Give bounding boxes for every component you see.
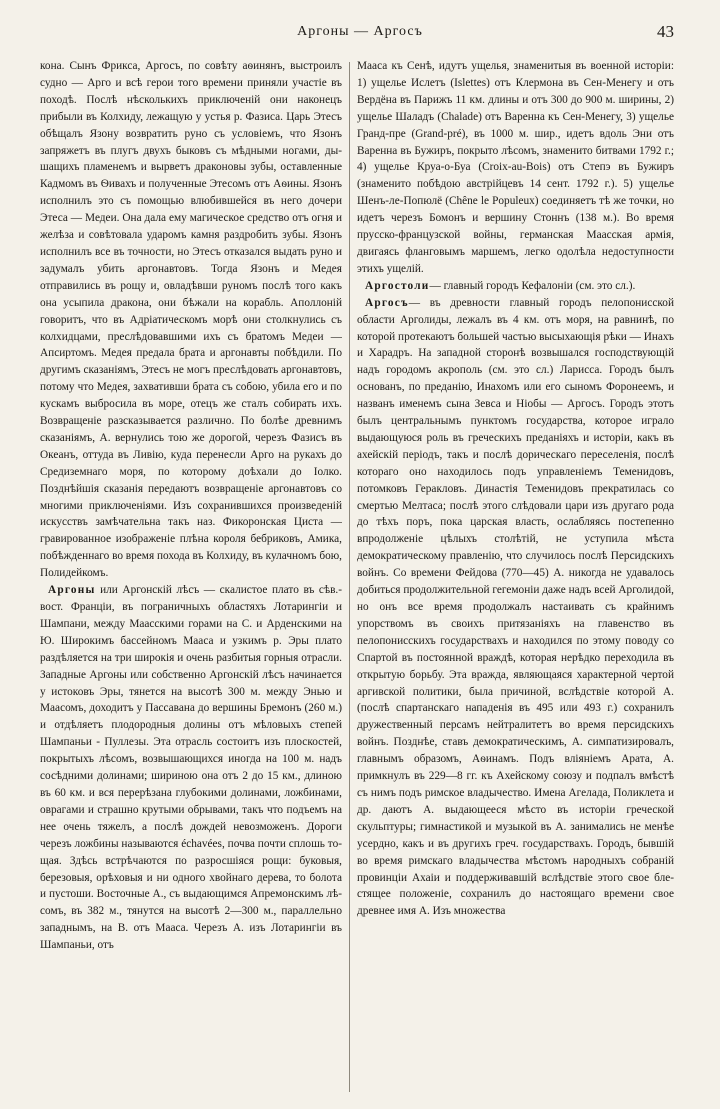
entry-argony-text: или Аргонскій лѣсъ — скалистое плато въ сѣв.-вост. Франціи, въ пограничныхъ областяхъ Лотарингіи и Шампани, между Маасскими горами на С. и Арденскими на Ю. Широкимъ бассейномъ Мааса и узкимъ р. Эры плато раздѣляется на три широкія и очень разбитыя горныя отрасли. Западные Аргоны или собственно Аргонскій лѣсъ начинается у истоковъ Эры, тянется на высотѣ 300 м. между Энью и Маасомъ, доходитъ у Пассавана до вершины Бремонъ (260 м.) и отдѣляетъ плодородныя долины отъ мѣловыхъ степей Шампаньи - Пуллезы. Эта отрасль состоитъ изъ плоскостей, покрытыхъ лѣсомъ, возвышающихся иногда на 100 м. надъ сосѣдними долинами; шириною она отъ 2 до 15 км., длиною въ 60 км. и вся перерѣзана глубокими долинами, ложбинами, оврагами и страшно крутыми обрывами, такъ что подъемъ на нее очень тяжелъ, а послѣ дождей невозможенъ. Дороги черезъ ложбины называются échavées, почва почти сплошь тощая. Здѣсь встрѣчаются по разросшіяся рощи: буковыя, березовыя, орѣховыя и ни одного хвойнаго дерева, то болота и пустоши. Восточные А., съ выдающимся Апремонскимъ лѣсомъ, въ 382 м., тянутся на высотѣ 2—300 м., параллельно западнымъ, на В. отъ Мааса. Черезъ А. изъ Лотарингіи въ Шампаньи, отъ bbox=[40, 584, 342, 952]
page-header bbox=[0, 24, 720, 46]
paragraph-argonauts-continued: кона. Сынъ Фрикса, Аргосъ, по совѣту аѳинянъ, выстроилъ судно — Арго и всѣ герои того времени приняли участіе въ походѣ. Послѣ нѣсколькихъ приключеній они наконецъ прибыли въ Колхиду, лежащую у устья р. Фазиса. Царь Этесъ обѣщалъ Язону возвратить руно съ условіемъ, что Язонъ запряжетъ въ плугъ двухъ быковъ съ мѣдными ногами, дышащихъ пламенемъ и вырветъ драконовы зубы, оставленные Кадмомъ въ Ѳивахъ и полученные Этесомъ отъ Аѳины. Язонъ исполнилъ это съ помощью влюбившейся въ него дочери Этеса — Медеи. Она дала ему магическое средство отъ огня и желѣза и совѣтовала ударомъ камня раздробить зубы. Язонъ исполнилъ все въ точности, но Этесъ отказался выдать руно и задумалъ убить аргонавтовъ. Тогда Язонъ и Медея отправились въ рощу и, овладѣвши руномъ послѣ того какъ она усыпила дракона, они бѣжали на корабль. Аполлоній говоритъ, что въ Адріатическомъ морѣ они столкнулись съ колхидцами, преслѣдовавшими ихъ съ братомъ Медеи — Апсиртомъ. Медея предала брата и аргонавты побѣдили. По другимъ сказаніямъ, Этесъ не могъ преслѣдовать аргонавтовъ, потому что Медея, захвативши брата съ собою, убила его и по кускамъ выбросила въ море, отецъ же сталъ собирать ихъ. Возвращеніе разсказывается различно. По болѣе древнимъ сказаніямъ, А. вернулись тою же дорогой, черезъ Фазисъ въ Океанъ, оттуда въ Ливію, куда перенесли Арго на рукахъ до Средиземнаго моря, по которому доѣхали до Іолко. Позднѣйшія сказанія передаютъ возвращеніе аргонавтовъ со многими приключеніями. Изъ сохранившихся произведеній искусствъ замѣчательна такъ наз. Фикоронская Циста — гравированное изображеніе плѣна короля бебриковъ, Амика, побѣжденнаго во время похода въ Колхиду, въ кулачномъ бою, Полидейкомъ. bbox=[40, 60, 342, 580]
running-title: Аргоны — Аргосъ bbox=[297, 24, 423, 39]
column-divider bbox=[349, 62, 350, 1092]
page-number: 43 bbox=[657, 22, 674, 41]
entry-argostoli bbox=[357, 278, 674, 295]
left-column bbox=[40, 58, 342, 1098]
headword-argony: Аргоны bbox=[48, 584, 96, 597]
paragraph-argony-continued: Мааса къ Сенѣ, идутъ ущелья, знаменитыя въ военной исторіи: 1) ущелье Ислетъ (Islettes) отъ Клермона въ Сен-Менегу и отъ Вердёна въ Парижъ 11 км. длины и отъ 300 до 900 м. ширины, 2) ущелье Шаладъ (Chalade) отъ Варенна къ Сен-Менегу, 3) ущелье Гранд-пре (Grand-pré), въ 1000 м. шир., идетъ вдоль Эни отъ Варенна въ Бужиръ, покрыто лѣсомъ, знаменито битвами 1792 г.; 4) ущелье Круа-о-Буа (Croix-au-Bois) отъ Степэ въ Бужиръ (знаменито побѣдою австрійцевъ 14 сент. 1792 г.). 5) ущелье Шенъ-ле-Попюлё (Chêne le Populeux) соединяетъ тѣ же точки, но идетъ черезъ Бомонъ и вершину Стоннъ (138 м.). Во время прусско-французской войны, германская Маасская армія, двигаясь фланговымъ маршемъ, легко одолѣла недоступности этихъ ущелій. bbox=[357, 60, 674, 275]
headword-argostoli: Аргостоли bbox=[365, 279, 430, 292]
right-column bbox=[357, 58, 674, 1098]
entry-argos bbox=[357, 295, 674, 921]
entry-argony bbox=[40, 582, 342, 954]
entry-argostoli-text: — главный городъ Кефалоніи (см. это сл.). bbox=[429, 279, 636, 292]
headword-argos: Аргосъ bbox=[365, 296, 409, 309]
entry-argos-text: — въ древности главный городъ пелопонисской области Арголиды, лежалъ въ 4 км. отъ моря, на равнинѣ, по которой протекаютъ большей частью высыхающія рѣки — Инахъ и Харадръ. На западной сторонѣ возвышался господствующій надъ городомъ акрополь (см. это сл.) Лариcса. Городъ былъ основанъ, по преданію, Инахомъ или его сыномъ Форонеемъ, и названъ именемъ сына Зевса и Ніобы — Аргосъ. Городъ этотъ былъ центральнымъ пунктомъ государства, которое играло выдающуюся роль въ греческихъ преданіяхъ и исторіи, какъ въ ахейскій періодъ, такъ и послѣ дорическаго переселенія, послѣ котораго оно находилось подъ управленіемъ Теменидовъ, потомковъ Геракловъ. Династія Теменидовъ прекратилась со смертью Мелтаса; послѣ этого слѣдовали цари изъ другаго рода до тѣхъ поръ, пока царская власть, ослабляясь постепенно впродолженіе цѣлыхъ столѣтій, не уступила мѣста демократическому правленію, что случилось послѣ Персидскихъ войнъ. Со времени Фейдова (770—45) А. никогда не удавалось добиться продолжительной гегемоніи даже надъ всей Арголидой, но онъ все время продолжалъ настаивать съ крайнимъ упорствомъ въ своихъ притязаніяхъ на главенство въ пелопонисскихъ государствахъ и находился по этому поводу со Спартой въ постоянной враждѣ, которая нерѣдко переходила въ открытую борьбу. Эта вражда, являющаяся характерной чертой аргивской политики, была причиной, вслѣдствіе которой А. (послѣ спартанскаго нападенія въ 495 или 493 г.) сохранилъ дружественный персамъ нейтралитетъ во время персидскихъ войнъ. Позднѣе, ставъ демократическимъ, А. симпатизировалъ, главнымъ образомъ, Аѳинамъ. Подъ вліяніемъ Арата, А. примкнулъ въ 229—8 гг. къ Ахейскому союзу и подпалъ вмѣстѣ съ нимъ подъ римское владычество. Имена Агелада, Поликлета и др. даютъ А. выдающееся мѣсто въ исторіи греческой скульптуры; гимнастикой и музыкой въ А. занимались не менѣе усердно, какъ и въ другихъ греч. государствахъ. Городъ, бывшій во время римскаго владычества мѣстомъ народныхъ собраній провинціи Ахаіи и поддерживавшій вслѣдствіе этого свое блестящее положеніе, сохранилъ до настоящаго времени свое древнее имя А. Изъ множества bbox=[357, 296, 674, 918]
